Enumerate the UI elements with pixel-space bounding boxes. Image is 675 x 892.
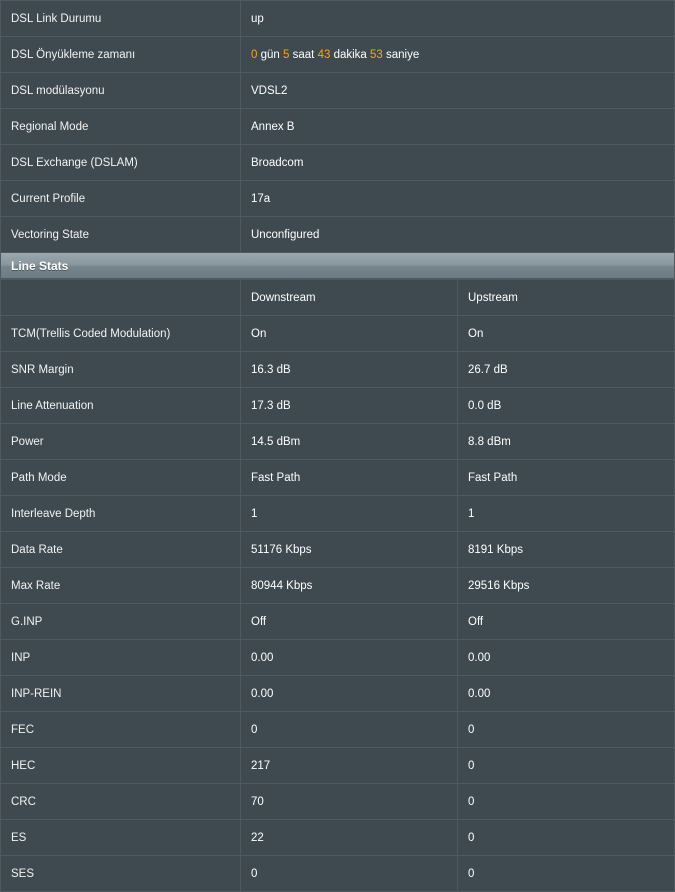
row-value-downstream: 51176 Kbps	[241, 532, 458, 568]
row-label: DSL Exchange (DSLAM)	[1, 145, 241, 181]
row-value-downstream: 1	[241, 496, 458, 532]
row-value-downstream: Fast Path	[241, 460, 458, 496]
line-stats-table	[0, 279, 675, 892]
row-label: INP-REIN	[1, 676, 241, 712]
row-label: Regional Mode	[1, 109, 241, 145]
table-row	[1, 1, 675, 37]
table-row	[1, 748, 675, 784]
table-row	[1, 145, 675, 181]
table-row	[1, 460, 675, 496]
table-row	[1, 352, 675, 388]
row-label: Data Rate	[1, 532, 241, 568]
table-row	[1, 424, 675, 460]
row-value-upstream: Off	[458, 604, 675, 640]
row-label: DSL modülasyonu	[1, 73, 241, 109]
uptime-seconds-value: 53	[370, 48, 383, 61]
table-row	[1, 73, 675, 109]
table-row	[1, 856, 675, 892]
table-row	[1, 820, 675, 856]
table-row	[1, 496, 675, 532]
row-value: 17a	[241, 181, 675, 217]
dsl-info-table	[0, 0, 675, 253]
table-row	[1, 388, 675, 424]
column-header-downstream: Downstream	[241, 280, 458, 316]
row-value-downstream: 80944 Kbps	[241, 568, 458, 604]
row-value-downstream: 0.00	[241, 640, 458, 676]
row-value: up	[241, 1, 675, 37]
row-value-downstream: 16.3 dB	[241, 352, 458, 388]
row-label: DSL Önyükleme zamanı	[1, 37, 241, 73]
row-value-downstream: 0.00	[241, 676, 458, 712]
table-row	[1, 217, 675, 253]
row-label: FEC	[1, 712, 241, 748]
row-value-downstream: 17.3 dB	[241, 388, 458, 424]
table-row	[1, 676, 675, 712]
row-label: SNR Margin	[1, 352, 241, 388]
uptime-seconds-unit: saniye	[386, 48, 420, 61]
column-header-blank	[1, 280, 241, 316]
table-row	[1, 37, 675, 73]
row-value-upstream: 0	[458, 820, 675, 856]
uptime-days-unit: gün	[260, 48, 280, 61]
row-value-uptime	[241, 37, 675, 73]
row-value: Broadcom	[241, 145, 675, 181]
row-label: SES	[1, 856, 241, 892]
row-value-upstream: 0.0 dB	[458, 388, 675, 424]
row-label: TCM(Trellis Coded Modulation)	[1, 316, 241, 352]
uptime-hours-value: 5	[283, 48, 290, 61]
row-value-downstream: Off	[241, 604, 458, 640]
row-value-upstream: On	[458, 316, 675, 352]
row-label: Max Rate	[1, 568, 241, 604]
row-value-downstream: 70	[241, 784, 458, 820]
row-value-downstream: 0	[241, 712, 458, 748]
row-value-upstream: 8.8 dBm	[458, 424, 675, 460]
row-label: Line Attenuation	[1, 388, 241, 424]
row-label: Power	[1, 424, 241, 460]
row-value-upstream: 29516 Kbps	[458, 568, 675, 604]
row-label: G.INP	[1, 604, 241, 640]
table-row	[1, 109, 675, 145]
row-value-upstream: 0.00	[458, 676, 675, 712]
row-value-downstream: 0	[241, 856, 458, 892]
row-value-upstream: 0.00	[458, 640, 675, 676]
column-header-upstream: Upstream	[458, 280, 675, 316]
row-value: Annex B	[241, 109, 675, 145]
row-value-upstream: 1	[458, 496, 675, 532]
row-label: HEC	[1, 748, 241, 784]
row-label: Current Profile	[1, 181, 241, 217]
row-value-upstream: 8191 Kbps	[458, 532, 675, 568]
uptime-hours-unit: saat	[292, 48, 315, 61]
row-value: VDSL2	[241, 73, 675, 109]
uptime-days-value: 0	[251, 48, 258, 61]
row-label: CRC	[1, 784, 241, 820]
row-value-upstream: 26.7 dB	[458, 352, 675, 388]
table-row	[1, 181, 675, 217]
uptime-minutes-unit: dakika	[333, 48, 367, 61]
row-value-upstream: 0	[458, 748, 675, 784]
row-label: DSL Link Durumu	[1, 1, 241, 37]
table-row	[1, 712, 675, 748]
row-value-downstream: 14.5 dBm	[241, 424, 458, 460]
row-value-upstream: Fast Path	[458, 460, 675, 496]
table-row	[1, 316, 675, 352]
table-row	[1, 532, 675, 568]
row-value-downstream: 217	[241, 748, 458, 784]
row-value-upstream: 0	[458, 784, 675, 820]
row-label: INP	[1, 640, 241, 676]
uptime-minutes-value: 43	[317, 48, 331, 61]
row-value-upstream: 0	[458, 856, 675, 892]
row-value-downstream: 22	[241, 820, 458, 856]
row-value-upstream: 0	[458, 712, 675, 748]
row-label: Vectoring State	[1, 217, 241, 253]
row-value: Unconfigured	[241, 217, 675, 253]
row-label: Path Mode	[1, 460, 241, 496]
table-row	[1, 784, 675, 820]
table-row	[1, 568, 675, 604]
row-label: Interleave Depth	[1, 496, 241, 532]
row-label: ES	[1, 820, 241, 856]
row-value-downstream: On	[241, 316, 458, 352]
table-row	[1, 604, 675, 640]
table-header-row	[1, 280, 675, 316]
table-row	[1, 640, 675, 676]
line-stats-section-header: Line Stats	[0, 253, 675, 279]
